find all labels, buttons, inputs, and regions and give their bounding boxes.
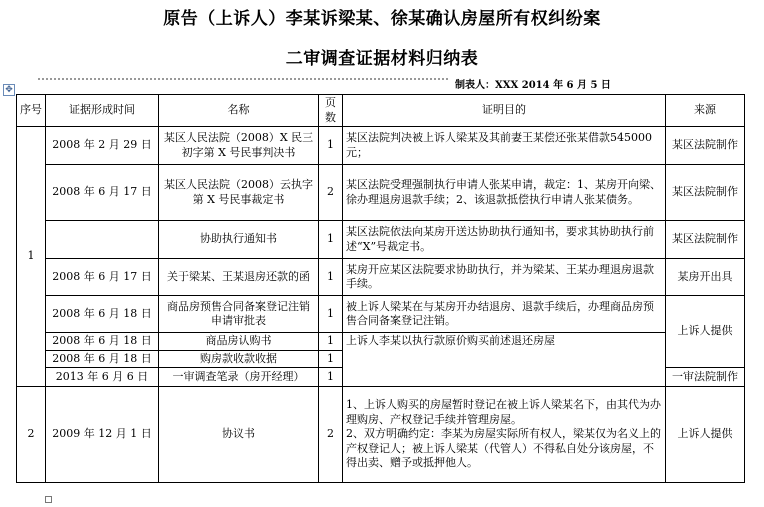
name-cell: 购房款收款收据	[159, 350, 319, 368]
purpose-cell	[343, 387, 666, 483]
seq-cell-1: 1	[17, 127, 46, 387]
pages-cell: 1	[319, 259, 343, 296]
table-move-handle-icon[interactable]: ✥	[3, 84, 15, 96]
pages-cell: 1	[319, 127, 343, 165]
table-row	[17, 259, 745, 296]
date-cell: 2008 年 6 月 17 日	[46, 165, 159, 221]
table-row	[17, 221, 745, 259]
date-cell	[46, 221, 159, 259]
source-cell: 上诉人提供	[666, 296, 745, 368]
name-cell: 商品房认购书	[159, 333, 319, 351]
source-cell: 一审法院制作	[666, 368, 745, 387]
name-cell: 协助执行通知书	[159, 221, 319, 259]
date-cell: 2008 年 2 月 29 日	[46, 127, 159, 165]
document-title-line-2: 二审调查证据材料归纳表	[285, 49, 479, 69]
pages-cell: 1	[319, 368, 343, 387]
table-row	[17, 165, 745, 221]
table-end-mark	[45, 496, 52, 503]
table-row	[17, 333, 745, 351]
purpose-cell: 某区法院依法向某房开送达协助执行通知书，要求其协助执行前述“X”号裁定书。	[343, 221, 666, 259]
name-cell: 商品房预售合同备案登记注销申请审批表	[159, 296, 319, 333]
name-cell: 关于梁某、王某退房还款的函	[159, 259, 319, 296]
purpose-item-2: 2、双方明确约定：李某为房屋实际所有权人，梁某仅为名义上的产权登记人；被上诉人梁某（代管人）不得私自处分该房屋，不得出卖、赠予或抵押他人。	[346, 427, 661, 470]
name-cell: 一审调查笔录（房开经理）	[159, 368, 319, 387]
source-cell: 某房开出具	[666, 259, 745, 296]
date-cell: 2009 年 12 月 1 日	[46, 387, 159, 483]
source-cell: 某区法院制作	[666, 221, 745, 259]
table-row	[17, 296, 745, 333]
table-maker-line: 制表人：XXX 2014 年 6 月 5 日	[455, 80, 611, 91]
name-cell: 协议书	[159, 387, 319, 483]
pages-cell: 1	[319, 350, 343, 368]
header-name: 名称	[159, 95, 319, 127]
date-cell: 2008 年 6 月 18 日	[46, 350, 159, 368]
pages-cell: 2	[319, 165, 343, 221]
evidence-table	[16, 94, 745, 483]
purpose-cell: 被上诉人梁某在与某房开办结退房、退款手续后，办理商品房预售合同备案登记注销。	[343, 296, 666, 333]
pages-cell: 2	[319, 387, 343, 483]
purpose-cell: 某房开应某区法院要求协助执行，并为梁某、王某办理退房退款手续。	[343, 259, 666, 296]
pages-cell: 1	[319, 221, 343, 259]
source-cell: 某区法院制作	[666, 165, 745, 221]
header-seq: 序号	[17, 95, 46, 127]
date-cell: 2008 年 6 月 18 日	[46, 296, 159, 333]
name-cell: 某区人民法院（2008）X 民三初字第 X 号民事判决书	[159, 127, 319, 165]
date-cell: 2008 年 6 月 17 日	[46, 259, 159, 296]
document-title-line-1: 原告（上诉人）李某诉梁某、徐某确认房屋所有权纠纷案	[163, 9, 601, 29]
seq-cell-2: 2	[17, 387, 46, 483]
source-cell: 某区法院制作	[666, 127, 745, 165]
header-pages: 页数	[319, 95, 343, 127]
table-row	[17, 387, 745, 483]
table-row	[17, 127, 745, 165]
header-source: 来源	[666, 95, 745, 127]
purpose-cell: 某区法院受理强制执行申请人张某申请，裁定：1、某房开向梁、徐办理退房退款手续；2、该退款抵偿执行申请人张某债务。	[343, 165, 666, 221]
purpose-cell: 某区法院判决被上诉人梁某及其前妻王某偿还张某借款545000 元；	[343, 127, 666, 165]
date-cell: 2013 年 6 月 6 日	[46, 368, 159, 387]
pages-cell: 1	[319, 333, 343, 351]
dotted-leader	[38, 78, 448, 80]
header-date: 证据形成时间	[46, 95, 159, 127]
table-header-row	[17, 95, 745, 127]
purpose-cell: 上诉人李某以执行款原价购买前述退还房屋	[343, 333, 666, 387]
header-purpose: 证明目的	[343, 95, 666, 127]
name-cell: 某区人民法院（2008）云执字第 X 号民事裁定书	[159, 165, 319, 221]
pages-cell: 1	[319, 296, 343, 333]
source-cell: 上诉人提供	[666, 387, 745, 483]
purpose-item-1: 1、上诉人购买的房屋暂时登记在被上诉人梁某名下，由其代为办理购房、产权登记手续并管理房屋。	[346, 398, 661, 426]
date-cell: 2008 年 6 月 18 日	[46, 333, 159, 351]
